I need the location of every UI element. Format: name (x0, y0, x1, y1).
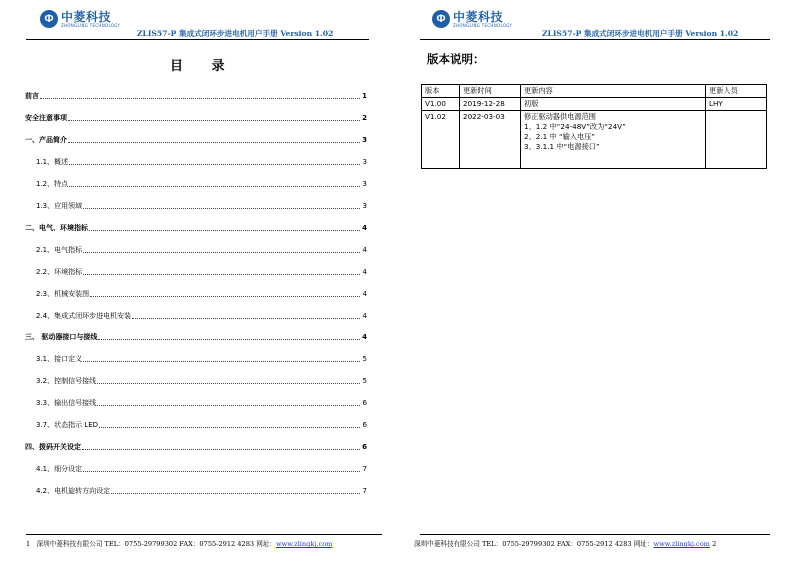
company-logo-right (432, 10, 512, 28)
toc-entry[interactable] (36, 355, 367, 364)
toc-entry-page: 3 (362, 135, 367, 144)
logo-name: 中菱科技 (61, 9, 112, 24)
toc-entry-label: 1.1、概述 (36, 157, 69, 166)
toc-entry[interactable] (25, 443, 367, 452)
toc-entry-label: 2.2、环境指标 (36, 267, 83, 276)
toc-entry-label: 前言 (25, 92, 39, 100)
toc-entry-label: 2.4、集成式闭环步进电机安装 (36, 311, 132, 320)
toc-entry-label: 二、电气、环境指标 (25, 223, 88, 232)
version-cell: V1.00 (422, 98, 460, 111)
toc-leader-dots (83, 208, 360, 209)
content-cell (521, 98, 706, 111)
toc-entry-label: 1.3、应用领域 (36, 201, 83, 210)
footer-left (26, 538, 332, 548)
toc-entry-page: 4 (362, 267, 367, 276)
toc-entry-page: 3 (362, 201, 367, 210)
page-number: 1 (26, 540, 31, 548)
toc-entry[interactable] (36, 399, 367, 408)
logo-subtitle: ZHONGLING TECHNOLOGY (453, 22, 513, 28)
toc-entry-page: 4 (362, 289, 367, 298)
toc-entry-page: 4 (362, 311, 367, 320)
toc-leader-dots (40, 98, 360, 99)
date-cell: 2019-12-28 (460, 98, 521, 111)
toc-entry-page: 5 (362, 355, 367, 364)
content-line: 1、1.2 中“24-48V”改为“24V” (524, 122, 626, 131)
toc-entry[interactable] (25, 333, 367, 342)
toc-entry-page: 6 (362, 421, 367, 430)
content-line: 2、2.1 中 “输入电压” (524, 132, 596, 141)
toc-entry-page: 3 (362, 179, 367, 188)
toc-entry[interactable] (36, 487, 367, 496)
footer-contact: 深圳中菱科技有限公司 TEL：0755-29799302 FAX：0755-2912 4283 网址： (36, 540, 276, 548)
toc-entry[interactable] (36, 377, 367, 386)
toc-entry[interactable] (25, 92, 367, 101)
footer-right (414, 538, 716, 548)
toc-leader-dots (69, 186, 360, 187)
toc-entry-label: 4.2、电机旋转方向设定 (36, 487, 111, 496)
toc-leader-dots (132, 318, 360, 319)
company-logo-left (40, 10, 120, 28)
column-header: 更新人员 (706, 85, 767, 98)
version-table-header (422, 85, 767, 98)
toc-entry[interactable] (36, 180, 367, 189)
toc-entry-page: 7 (362, 487, 367, 496)
header-doc-title-left: ZLIS57-P 集成式闭环步进电机用户手册 Version 1.02 (137, 29, 334, 38)
toc-entry[interactable] (25, 114, 367, 123)
toc-entry-label: 安全注意事项 (25, 113, 67, 122)
toc-leader-dots (68, 142, 360, 143)
toc-leader-dots (83, 252, 360, 253)
version-history-table (421, 84, 767, 169)
header-doc-title-right: ZLIS57-P 集成式闭环步进电机用户手册 Version 1.02 (542, 29, 739, 38)
toc-entry[interactable] (36, 421, 367, 430)
logo-subtitle: ZHONGLING TECHNOLOGY (61, 22, 121, 28)
toc-entry[interactable] (36, 312, 367, 321)
toc-leader-dots (68, 120, 360, 121)
toc-entry-page: 1 (362, 92, 367, 100)
version-section-title: 版本说明： (427, 52, 485, 66)
toc-entry[interactable] (36, 465, 367, 474)
toc-leader-dots (111, 493, 360, 494)
toc-entry-label: 3.1、接口定义 (36, 355, 83, 364)
toc-leader-dots (97, 405, 360, 406)
toc-leader-dots (99, 427, 360, 428)
header-rule-left (26, 39, 369, 40)
content-line: 3、3.1.1 中“电源接口” (524, 142, 600, 151)
toc-entry[interactable] (36, 290, 367, 299)
toc-entry-page: 4 (362, 223, 367, 232)
toc-entry-page: 6 (362, 443, 367, 452)
table-row (422, 111, 767, 169)
content-line: 修正驱动器供电源范围 (524, 112, 596, 121)
toc-entry-page: 7 (362, 465, 367, 474)
website-link[interactable]: www.zlingkj.com (653, 540, 710, 548)
toc-leader-dots (69, 164, 360, 165)
toc-entry-label: 4.1、细分设定 (36, 465, 83, 474)
date-cell: 2022-03-03 (460, 111, 521, 169)
toc-entry-label: 四、拨码开关设定 (25, 443, 81, 452)
logo-mark-icon: Φ (40, 10, 58, 28)
toc-leader-dots (97, 383, 360, 384)
footer-rule-left (26, 534, 382, 535)
table-row (422, 98, 767, 111)
toc-title: 目 录 (170, 59, 237, 74)
column-header: 更新时间 (460, 85, 521, 98)
column-header: 更新内容 (521, 85, 706, 98)
header-rule-right (420, 39, 770, 40)
logo-mark-icon: Φ (432, 10, 450, 28)
toc-entry[interactable] (36, 158, 367, 167)
toc-entry-label: 一、产品简介 (25, 135, 67, 144)
toc-entry-page: 2 (362, 113, 367, 122)
toc-leader-dots (82, 449, 360, 450)
toc-entry[interactable] (25, 136, 367, 145)
toc-entry-page: 6 (362, 399, 367, 408)
toc-entry[interactable] (36, 202, 367, 211)
person-cell: LHY (706, 98, 767, 111)
toc-entry-label: 2.3、机械安装图 (36, 289, 90, 298)
logo-name: 中菱科技 (453, 9, 504, 24)
website-link[interactable]: www.zlingkj.com (275, 540, 333, 548)
toc-entry[interactable] (36, 268, 367, 277)
toc-leader-dots (98, 339, 360, 340)
toc-leader-dots (83, 361, 360, 362)
toc-entry-page: 5 (362, 377, 367, 386)
toc-leader-dots (83, 471, 360, 472)
footer-rule-right (420, 534, 770, 535)
footer-contact: 深圳中菱科技有限公司 TEL：0755-29799302 FAX：0755-2912 4283 网址： (414, 540, 654, 548)
toc-entry-page: 4 (362, 333, 367, 342)
toc-entry-label: 2.1、电气指标 (36, 245, 83, 254)
toc-entry[interactable] (25, 224, 367, 233)
toc-entry[interactable] (36, 246, 367, 255)
version-cell: V1.02 (422, 111, 460, 169)
toc-entry-page: 3 (362, 157, 367, 166)
page-number: 2 (712, 540, 717, 548)
toc-leader-dots (83, 274, 360, 275)
content-cell (521, 111, 706, 169)
toc-entry-label: 3.3、输出信号接线 (36, 399, 97, 408)
toc-entry-label: 3.2、控制信号接线 (36, 377, 97, 386)
content-line: 初版 (524, 99, 539, 108)
person-cell (706, 111, 767, 169)
toc-leader-dots (89, 230, 360, 231)
toc-leader-dots (90, 296, 360, 297)
toc-entry-label: 1.2、特点 (36, 179, 69, 188)
column-header: 版本 (422, 85, 460, 98)
toc-entry-page: 4 (362, 245, 367, 254)
toc-entry-label: 3.7、状态指示 LED (36, 421, 99, 430)
toc-entry-label: 三、 驱动器接口与接线 (25, 333, 98, 342)
